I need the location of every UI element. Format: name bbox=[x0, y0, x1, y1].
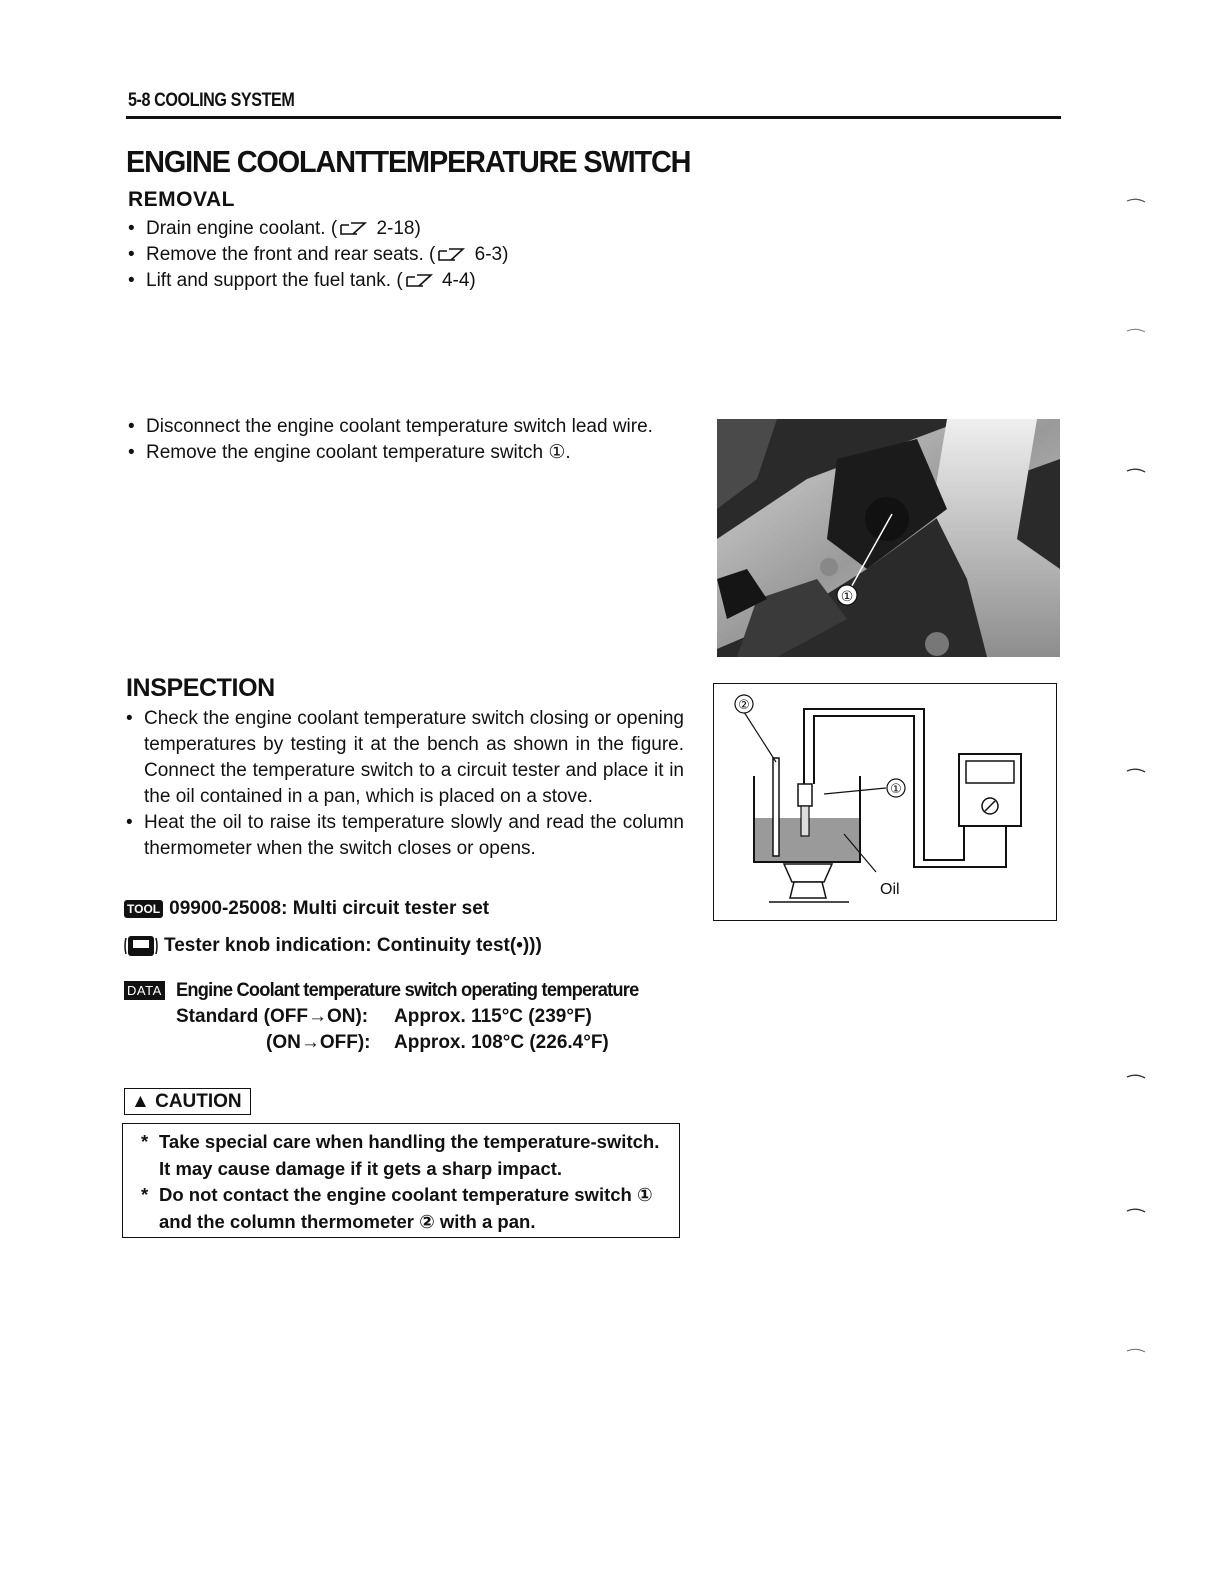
margin-mark bbox=[1126, 766, 1146, 774]
reference-arrow-icon bbox=[339, 222, 369, 236]
switch-location-photo bbox=[717, 419, 1060, 657]
engine-photo-illustration bbox=[717, 419, 1060, 657]
list-item: • Remove the engine coolant temperature switch ①. bbox=[126, 440, 686, 466]
margin-mark bbox=[1126, 1206, 1146, 1214]
header-rule bbox=[126, 116, 1061, 119]
margin-mark bbox=[1126, 1072, 1146, 1080]
section-header: 5-8 COOLING SYSTEM bbox=[128, 90, 295, 111]
caution-list bbox=[139, 1129, 669, 1235]
inspection-steps bbox=[124, 706, 684, 862]
removal-steps-b bbox=[126, 414, 686, 466]
list-item: • Disconnect the engine coolant temperature switch lead wire. bbox=[126, 414, 686, 440]
removal-heading: REMOVAL bbox=[128, 188, 235, 211]
list-item: • Heat the oil to raise its temperature slowly and read the column thermometer when the switch closes or opens. bbox=[124, 810, 684, 862]
standard-off-on-label: Standard (OFF→ON): bbox=[176, 1006, 369, 1027]
reference-arrow-icon bbox=[437, 248, 467, 262]
margin-mark bbox=[1126, 196, 1146, 204]
data-title: Engine Coolant temperature switch operating temperature bbox=[176, 980, 639, 1001]
margin-mark bbox=[1126, 326, 1146, 334]
list-item: • Drain engine coolant. ( 2-18) bbox=[126, 216, 686, 242]
tool-badge: TOOL bbox=[124, 900, 163, 918]
page-title: ENGINE COOLANTTEMPERATURE SWITCH bbox=[126, 144, 691, 179]
list-item: * Do not contact the engine coolant temperature switch ① and the column thermometer ② with a pan. bbox=[139, 1182, 669, 1235]
list-item: * Take special care when handling the temperature-switch. It may cause damage if it gets a sharp impact. bbox=[139, 1129, 669, 1182]
reference-arrow-icon bbox=[405, 274, 435, 288]
diagram-callout-1: ① bbox=[890, 782, 902, 797]
caution-label: ▲ CAUTION bbox=[124, 1088, 251, 1115]
standard-on-off-value: Approx. 108°C (226.4°F) bbox=[394, 1032, 609, 1053]
data-badge: DATA bbox=[124, 981, 165, 1000]
standard-on-off-label: (ON→OFF): bbox=[266, 1032, 371, 1053]
test-setup-illustration bbox=[714, 684, 1055, 919]
removal-steps-a bbox=[126, 216, 686, 294]
caution-box bbox=[122, 1123, 680, 1238]
list-item: • Lift and support the fuel tank. ( 4-4) bbox=[126, 268, 686, 294]
warning-icon: ▲ bbox=[131, 1091, 150, 1112]
standard-off-on-value: Approx. 115°C (239°F) bbox=[394, 1006, 592, 1027]
list-item: • Check the engine coolant temperature switch closing or opening temperatures by testing it at the bench as shown in the figure. Connect the temperature switch to a circuit tester and place it in the oil contained in a pan, which is placed on a stove. bbox=[124, 706, 684, 810]
inspection-heading: INSPECTION bbox=[126, 674, 275, 702]
photo-callout: ① bbox=[840, 589, 854, 605]
oil-label: Oil bbox=[880, 881, 900, 898]
diagram-callout-2: ② bbox=[738, 698, 750, 713]
margin-mark bbox=[1126, 1346, 1146, 1354]
list-item: • Remove the front and rear seats. ( 6-3) bbox=[126, 242, 686, 268]
tester-line: Tester knob indication: Continuity test(•))) bbox=[124, 934, 542, 958]
tester-icon bbox=[124, 934, 158, 958]
test-setup-diagram bbox=[713, 683, 1057, 921]
margin-mark bbox=[1126, 466, 1146, 474]
tool-line: TOOL 09900-25008: Multi circuit tester set bbox=[124, 898, 489, 920]
